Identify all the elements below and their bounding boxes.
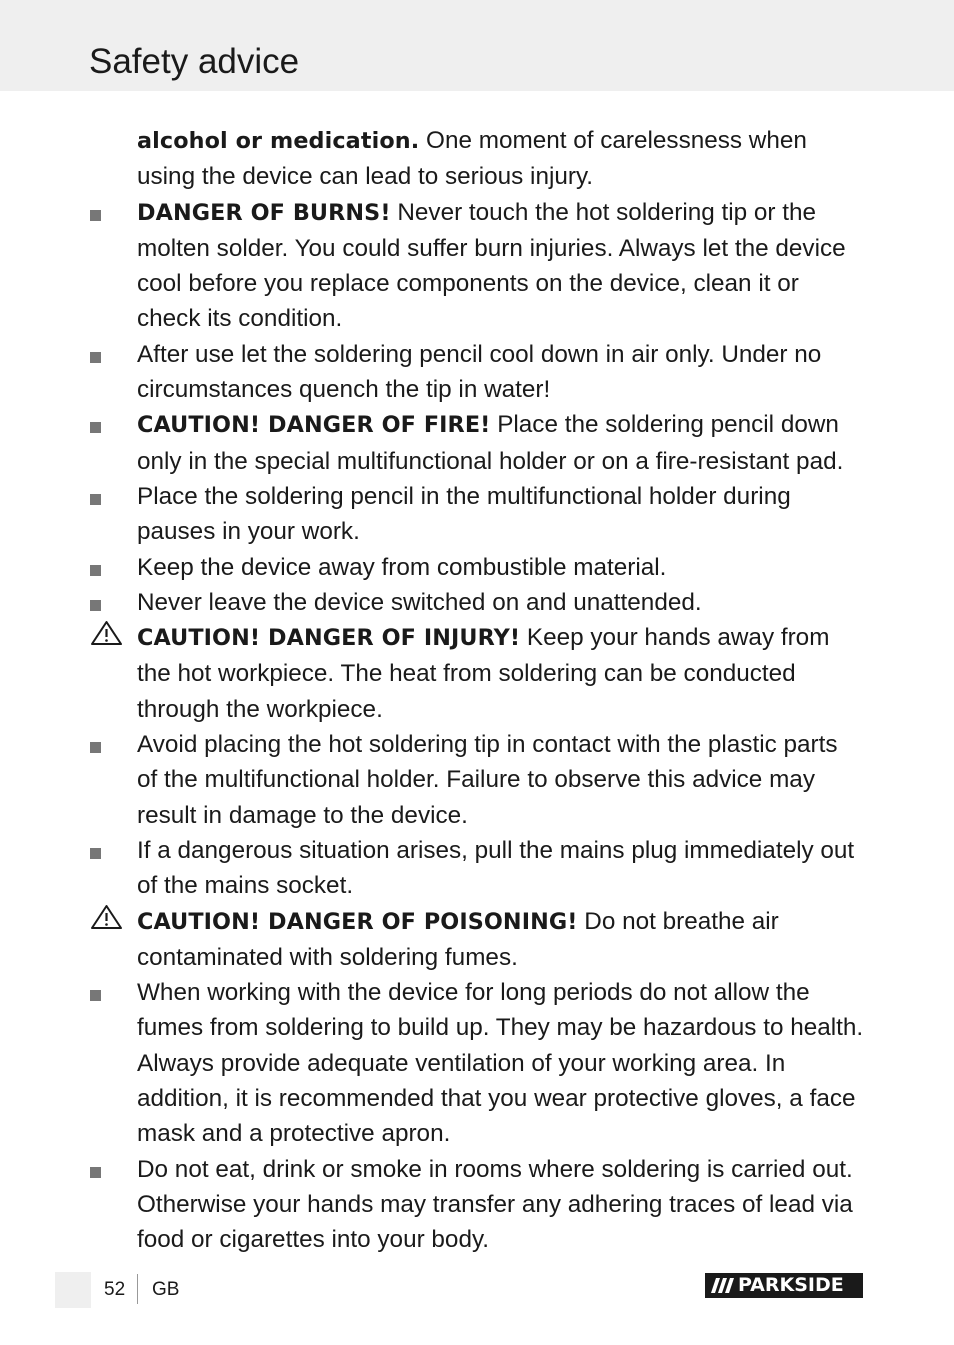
item-bold-lead: DANGER OF BURNS!	[137, 199, 391, 226]
list-item	[86, 407, 864, 479]
item-bold-lead: CAUTION! DANGER OF POISONING!	[137, 908, 578, 935]
list-item	[86, 1152, 864, 1258]
item-text: Keep the device away from combustible material.	[137, 553, 667, 581]
item-text: Place the soldering pencil down only in the special multifunctional holder or on a fire-resistant pad.	[137, 411, 844, 475]
warning-triangle-icon	[90, 620, 123, 646]
list-item	[86, 620, 864, 727]
item-bold-lead: CAUTION! DANGER OF FIRE!	[137, 412, 491, 439]
language-code: GB	[152, 1279, 180, 1300]
list-item	[86, 585, 864, 620]
square-bullet-icon	[90, 600, 101, 611]
footer-marker-box	[55, 1272, 91, 1308]
square-bullet-icon	[90, 990, 101, 1001]
item-text: Do not breathe air contaminated with soldering fumes.	[137, 907, 779, 971]
page-number: 52	[104, 1279, 126, 1300]
square-bullet-icon	[90, 742, 101, 753]
footer-divider	[137, 1274, 138, 1304]
brand-name: PARKSIDE	[738, 1274, 844, 1296]
item-text: If a dangerous situation arises, pull the mains plug immediately out of the mains socket.	[137, 836, 855, 900]
square-bullet-icon	[90, 848, 101, 859]
safety-advice-list	[86, 123, 864, 1258]
list-item	[86, 727, 864, 833]
square-bullet-icon	[90, 494, 101, 505]
list-item	[86, 479, 864, 550]
item-text: When working with the device for long periods do not allow the fumes from soldering to build up. They may be hazardous to health. Always provide adequate ventilation of your working area. In addition, it is recommended that you wear protective gloves, a face mask and a protective apron.	[137, 979, 864, 1148]
item-text: One moment of carelessness when using the device can lead to serious injury.	[137, 127, 807, 191]
list-item	[86, 123, 864, 195]
item-text: After use let the soldering pencil cool down in air only. Under no circumstances quench the tip in water!	[137, 340, 822, 404]
logo-stripes-icon	[705, 1273, 735, 1298]
page-title: Safety advice	[89, 42, 300, 81]
item-text: Keep your hands away from the hot workpiece. The heat from soldering can be conducted through the workpiece.	[137, 624, 830, 723]
item-text: Place the soldering pencil in the multifunctional holder during pauses in your work.	[137, 482, 791, 546]
item-text: Do not eat, drink or smoke in rooms where soldering is carried out. Otherwise your hands may transfer any adhering traces of lead via food or cigarettes into your body.	[137, 1155, 853, 1254]
item-text: Never leave the device switched on and unattended.	[137, 588, 702, 616]
item-bold-lead: CAUTION! DANGER OF INJURY!	[137, 625, 521, 652]
square-bullet-icon	[90, 210, 101, 221]
list-item	[86, 833, 864, 904]
square-bullet-icon	[90, 565, 101, 576]
warning-triangle-icon	[90, 904, 123, 930]
item-bold-lead: alcohol or medication.	[137, 128, 420, 154]
list-item	[86, 195, 864, 337]
square-bullet-icon	[90, 352, 101, 363]
list-item	[86, 550, 864, 585]
list-item	[86, 337, 864, 408]
item-text: Never touch the hot soldering tip or the molten solder. You could suffer burn injuries. Always let the device cool before you replace components on the device, clean it or check its condition.	[137, 198, 846, 333]
square-bullet-icon	[90, 422, 101, 433]
list-item	[86, 975, 864, 1151]
item-text: Avoid placing the hot soldering tip in contact with the plastic parts of the multifunctional holder. Failure to observe this advice may result in damage to the device.	[137, 731, 838, 829]
list-item	[86, 904, 864, 976]
square-bullet-icon	[90, 1167, 101, 1178]
page-header	[0, 0, 954, 91]
brand-logo	[705, 1273, 863, 1298]
